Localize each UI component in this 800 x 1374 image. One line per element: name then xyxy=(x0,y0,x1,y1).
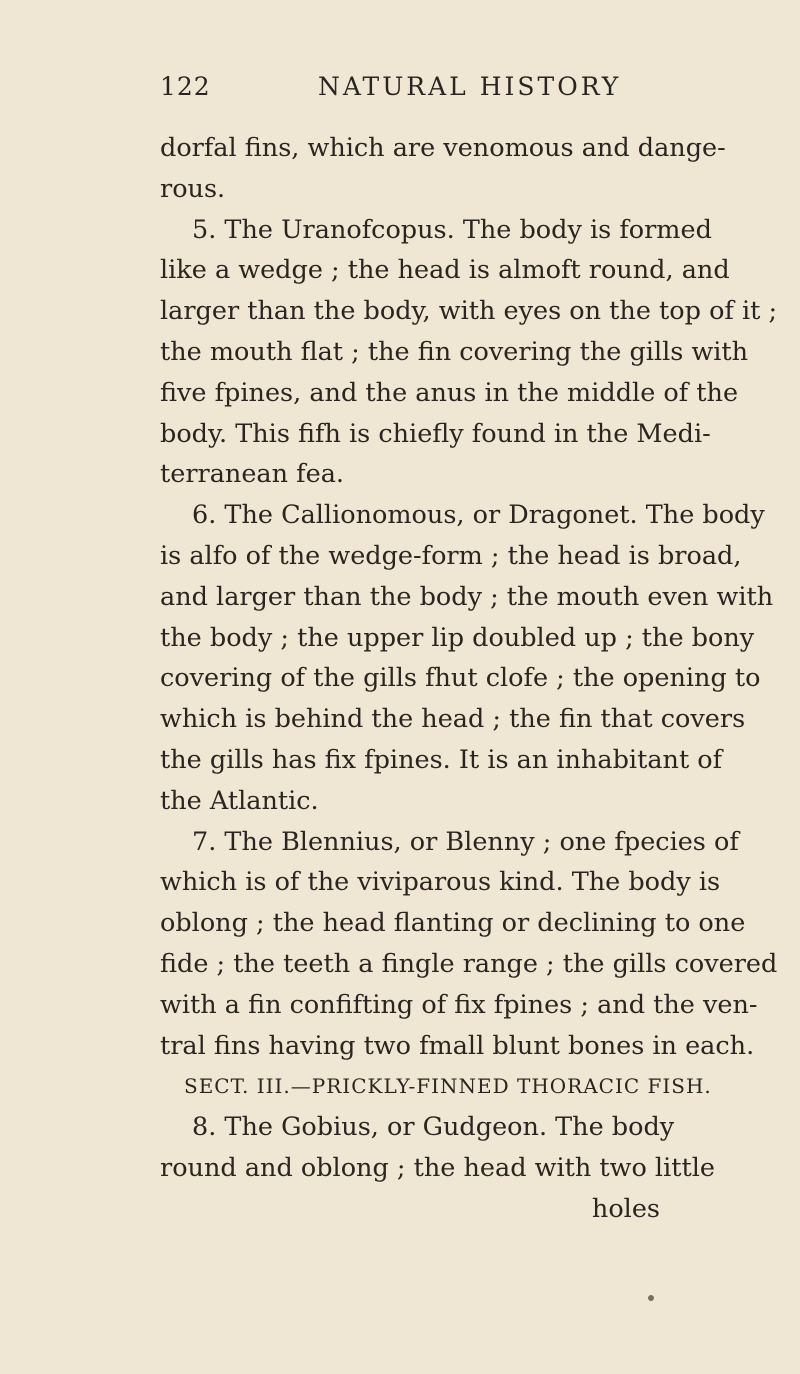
text-line: larger than the body, with eyes on the top of it ; xyxy=(160,296,778,327)
body-text xyxy=(160,128,778,1230)
text-line: rous. xyxy=(160,173,226,204)
text-line: five fpines, and the anus in the middle of the xyxy=(160,377,739,408)
text-line: the Atlantic. xyxy=(160,785,319,816)
text-line: oblong ; the head flanting or declining to one xyxy=(160,908,746,939)
text-line: the mouth flat ; the fin covering the gills with xyxy=(160,336,749,367)
page-header xyxy=(0,72,800,112)
text-line: body. This fifh is chiefly found in the Medi- xyxy=(160,418,711,449)
catchword: holes xyxy=(591,1193,660,1224)
text-line: is alfo of the wedge-form ; the head is broad, xyxy=(160,540,742,571)
text-line: fide ; the teeth a fingle range ; the gills covered xyxy=(160,948,778,979)
text-line: 5. The Uranofcopus. The body is formed xyxy=(192,214,712,245)
text-line: covering of the gills fhut clofe ; the opening to xyxy=(160,663,761,694)
text-line: round and oblong ; the head with two little xyxy=(160,1152,715,1183)
text-line: terranean fea. xyxy=(160,459,345,490)
text-line: 7. The Blennius, or Blenny ; one fpecies of xyxy=(192,826,739,857)
text-line: like a wedge ; the head is almoft round, and xyxy=(160,255,730,286)
section-heading: SECT. III.—PRICKLY-FINNED THORACIC FISH. xyxy=(184,1074,712,1099)
text-line: 8. The Gobius, or Gudgeon. The body xyxy=(192,1112,675,1143)
text-line: the gills has fix fpines. It is an inhabitant of xyxy=(160,744,723,775)
text-line: the body ; the upper lip doubled up ; the bony xyxy=(160,622,755,653)
text-line: dorfal fins, which are venomous and dange- xyxy=(160,133,726,163)
ink-spot xyxy=(648,1295,654,1301)
text-line: which is behind the head ; the fin that covers xyxy=(160,704,746,735)
text-line: and larger than the body ; the mouth even with xyxy=(160,581,774,612)
text-line: with a fin confifting of fix fpines ; and the ven- xyxy=(160,989,758,1020)
text-line: tral fins having two fmall blunt bones in each. xyxy=(160,1030,755,1061)
page-number: 122 xyxy=(160,72,211,101)
running-head: NATURAL HISTORY xyxy=(318,72,622,101)
text-line: which is of the viviparous kind. The body is xyxy=(160,867,721,898)
text-line: 6. The Callionomous, or Dragonet. The body xyxy=(192,500,765,531)
